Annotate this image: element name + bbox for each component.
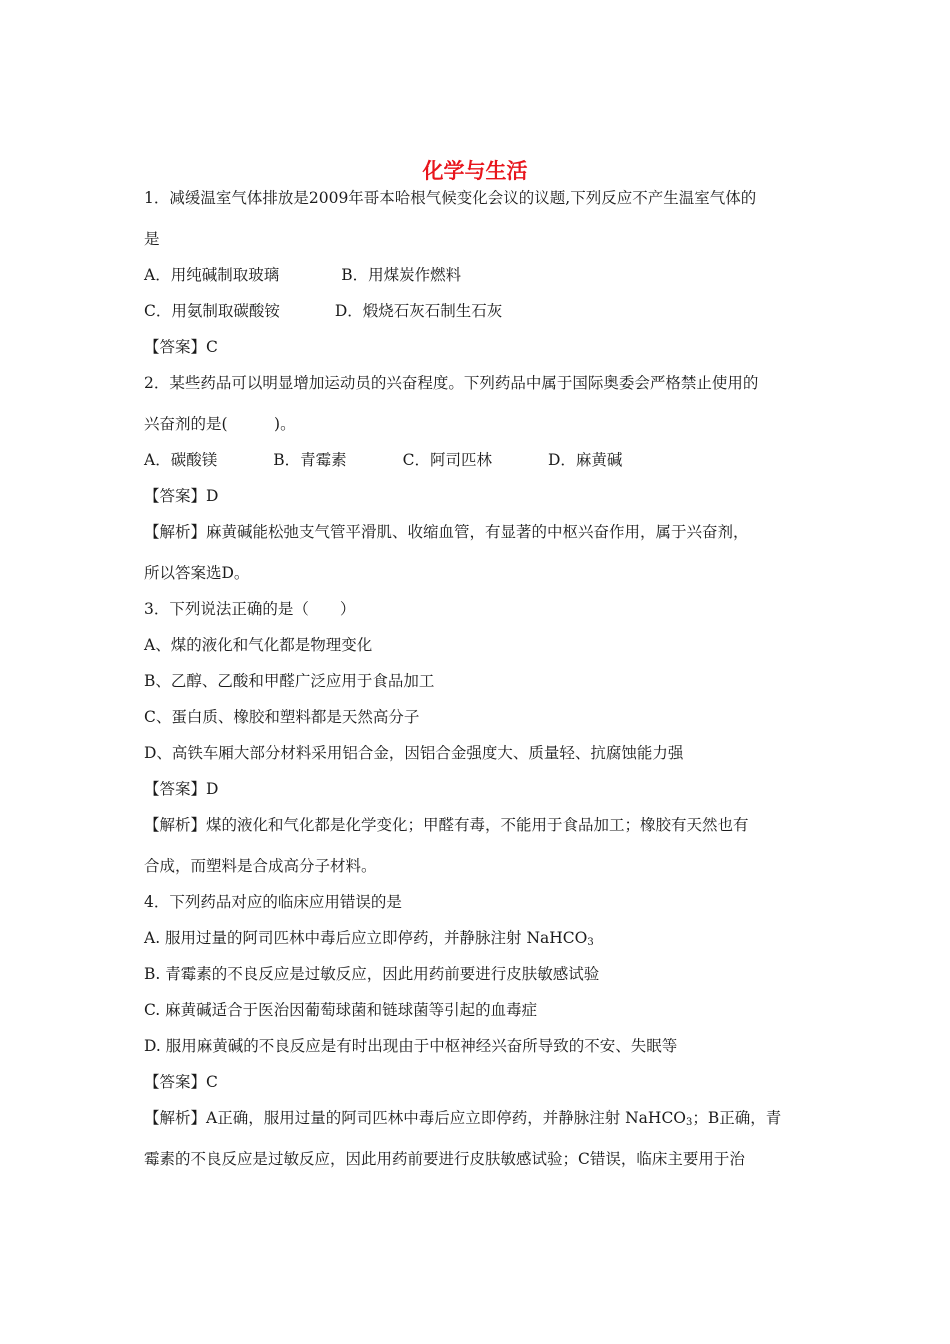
q4-option-a-text: A. 服用过量的阿司匹林中毒后应立即停药，并静脉注射 NaHCO bbox=[144, 929, 588, 947]
q2-options-row bbox=[144, 450, 622, 470]
q4-option-c: C. 麻黄碱适合于医治因葡萄球菌和链球菌等引起的血毒症 bbox=[144, 1001, 538, 1019]
q1-option-c: C．用氨制取碳酸铵 bbox=[144, 302, 280, 320]
q4-stem: 4．下列药品对应的临床应用错误的是 bbox=[144, 893, 402, 911]
q1-options-row-2 bbox=[144, 301, 502, 321]
q4-analysis-subscript: 3 bbox=[686, 1117, 693, 1128]
q2-answer: 【答案】D bbox=[144, 487, 219, 505]
q2-stem-line-1: 2．某些药品可以明显增加运动员的兴奋程度。下列药品中属于国际奥委会严格禁止使用的 bbox=[144, 374, 759, 392]
q2-analysis-line-2: 所以答案选D。 bbox=[144, 564, 250, 582]
q4-option-a-subscript: 3 bbox=[587, 937, 594, 948]
q2-option-a: A．碳酸镁 bbox=[144, 451, 218, 469]
q2-analysis-line-1: 【解析】麻黄碱能松弛支气管平滑肌、收缩血管，有显著的中枢兴奋作用，属于兴奋剂， bbox=[144, 523, 749, 541]
q3-analysis-line-2: 合成，而塑料是合成高分子材料。 bbox=[144, 857, 377, 875]
q4-analysis-line-2: 霉素的不良反应是过敏反应，因此用药前要进行皮肤敏感试验；C错误，临床主要用于治 bbox=[144, 1150, 745, 1168]
page-title: 化学与生活 bbox=[422, 158, 528, 183]
q1-stem-line-2: 是 bbox=[144, 230, 160, 248]
q3-option-c: C、蛋白质、橡胶和塑料都是天然高分子 bbox=[144, 708, 420, 726]
q4-option-a bbox=[144, 928, 594, 953]
q1-option-d: D．煅烧石灰石制生石灰 bbox=[334, 302, 503, 320]
q3-stem: 3．下列说法正确的是（ ） bbox=[144, 600, 356, 618]
q3-analysis-line-1: 【解析】煤的液化和气化都是化学变化；甲醛有毒，不能用于食品加工；橡胶有天然也有 bbox=[144, 816, 749, 834]
q1-stem-line-1: 1．减缓温室气体排放是2009年哥本哈根气候变化会议的议题,下列反应不产生温室气体的 bbox=[144, 189, 757, 207]
q4-analysis-line-1 bbox=[144, 1108, 781, 1133]
q1-option-a: A．用纯碱制取玻璃 bbox=[144, 266, 280, 284]
q3-answer: 【答案】D bbox=[144, 780, 219, 798]
q4-analysis-text-b: ；B正确，青 bbox=[692, 1109, 782, 1127]
q2-option-c: C．阿司匹林 bbox=[402, 451, 492, 469]
q4-answer: 【答案】C bbox=[144, 1073, 218, 1091]
q4-analysis-text-a: 【解析】A正确，服用过量的阿司匹林中毒后应立即停药，并静脉注射 NaHCO bbox=[144, 1109, 687, 1127]
q4-option-b: B. 青霉素的不良反应是过敏反应，因此用药前要进行皮肤敏感试验 bbox=[144, 965, 600, 983]
q3-option-a: A、煤的液化和气化都是物理变化 bbox=[144, 636, 373, 654]
q1-answer: 【答案】C bbox=[144, 338, 218, 356]
q2-option-b: B．青霉素 bbox=[273, 451, 347, 469]
q1-option-b: B．用煤炭作燃料 bbox=[341, 266, 462, 284]
q2-option-d: D．麻黄碱 bbox=[547, 451, 623, 469]
q4-option-d: D. 服用麻黄碱的不良反应是有时出现由于中枢神经兴奋所导致的不安、失眠等 bbox=[144, 1037, 678, 1055]
q3-option-b: B、乙醇、乙酸和甲醛广泛应用于食品加工 bbox=[144, 672, 435, 690]
q3-option-d: D、高铁车厢大部分材料采用铝合金，因铝合金强度大、质量轻、抗腐蚀能力强 bbox=[144, 744, 684, 762]
q1-options-row-1 bbox=[144, 265, 461, 285]
q2-stem-line-2: 兴奋剂的是( )。 bbox=[144, 415, 296, 433]
